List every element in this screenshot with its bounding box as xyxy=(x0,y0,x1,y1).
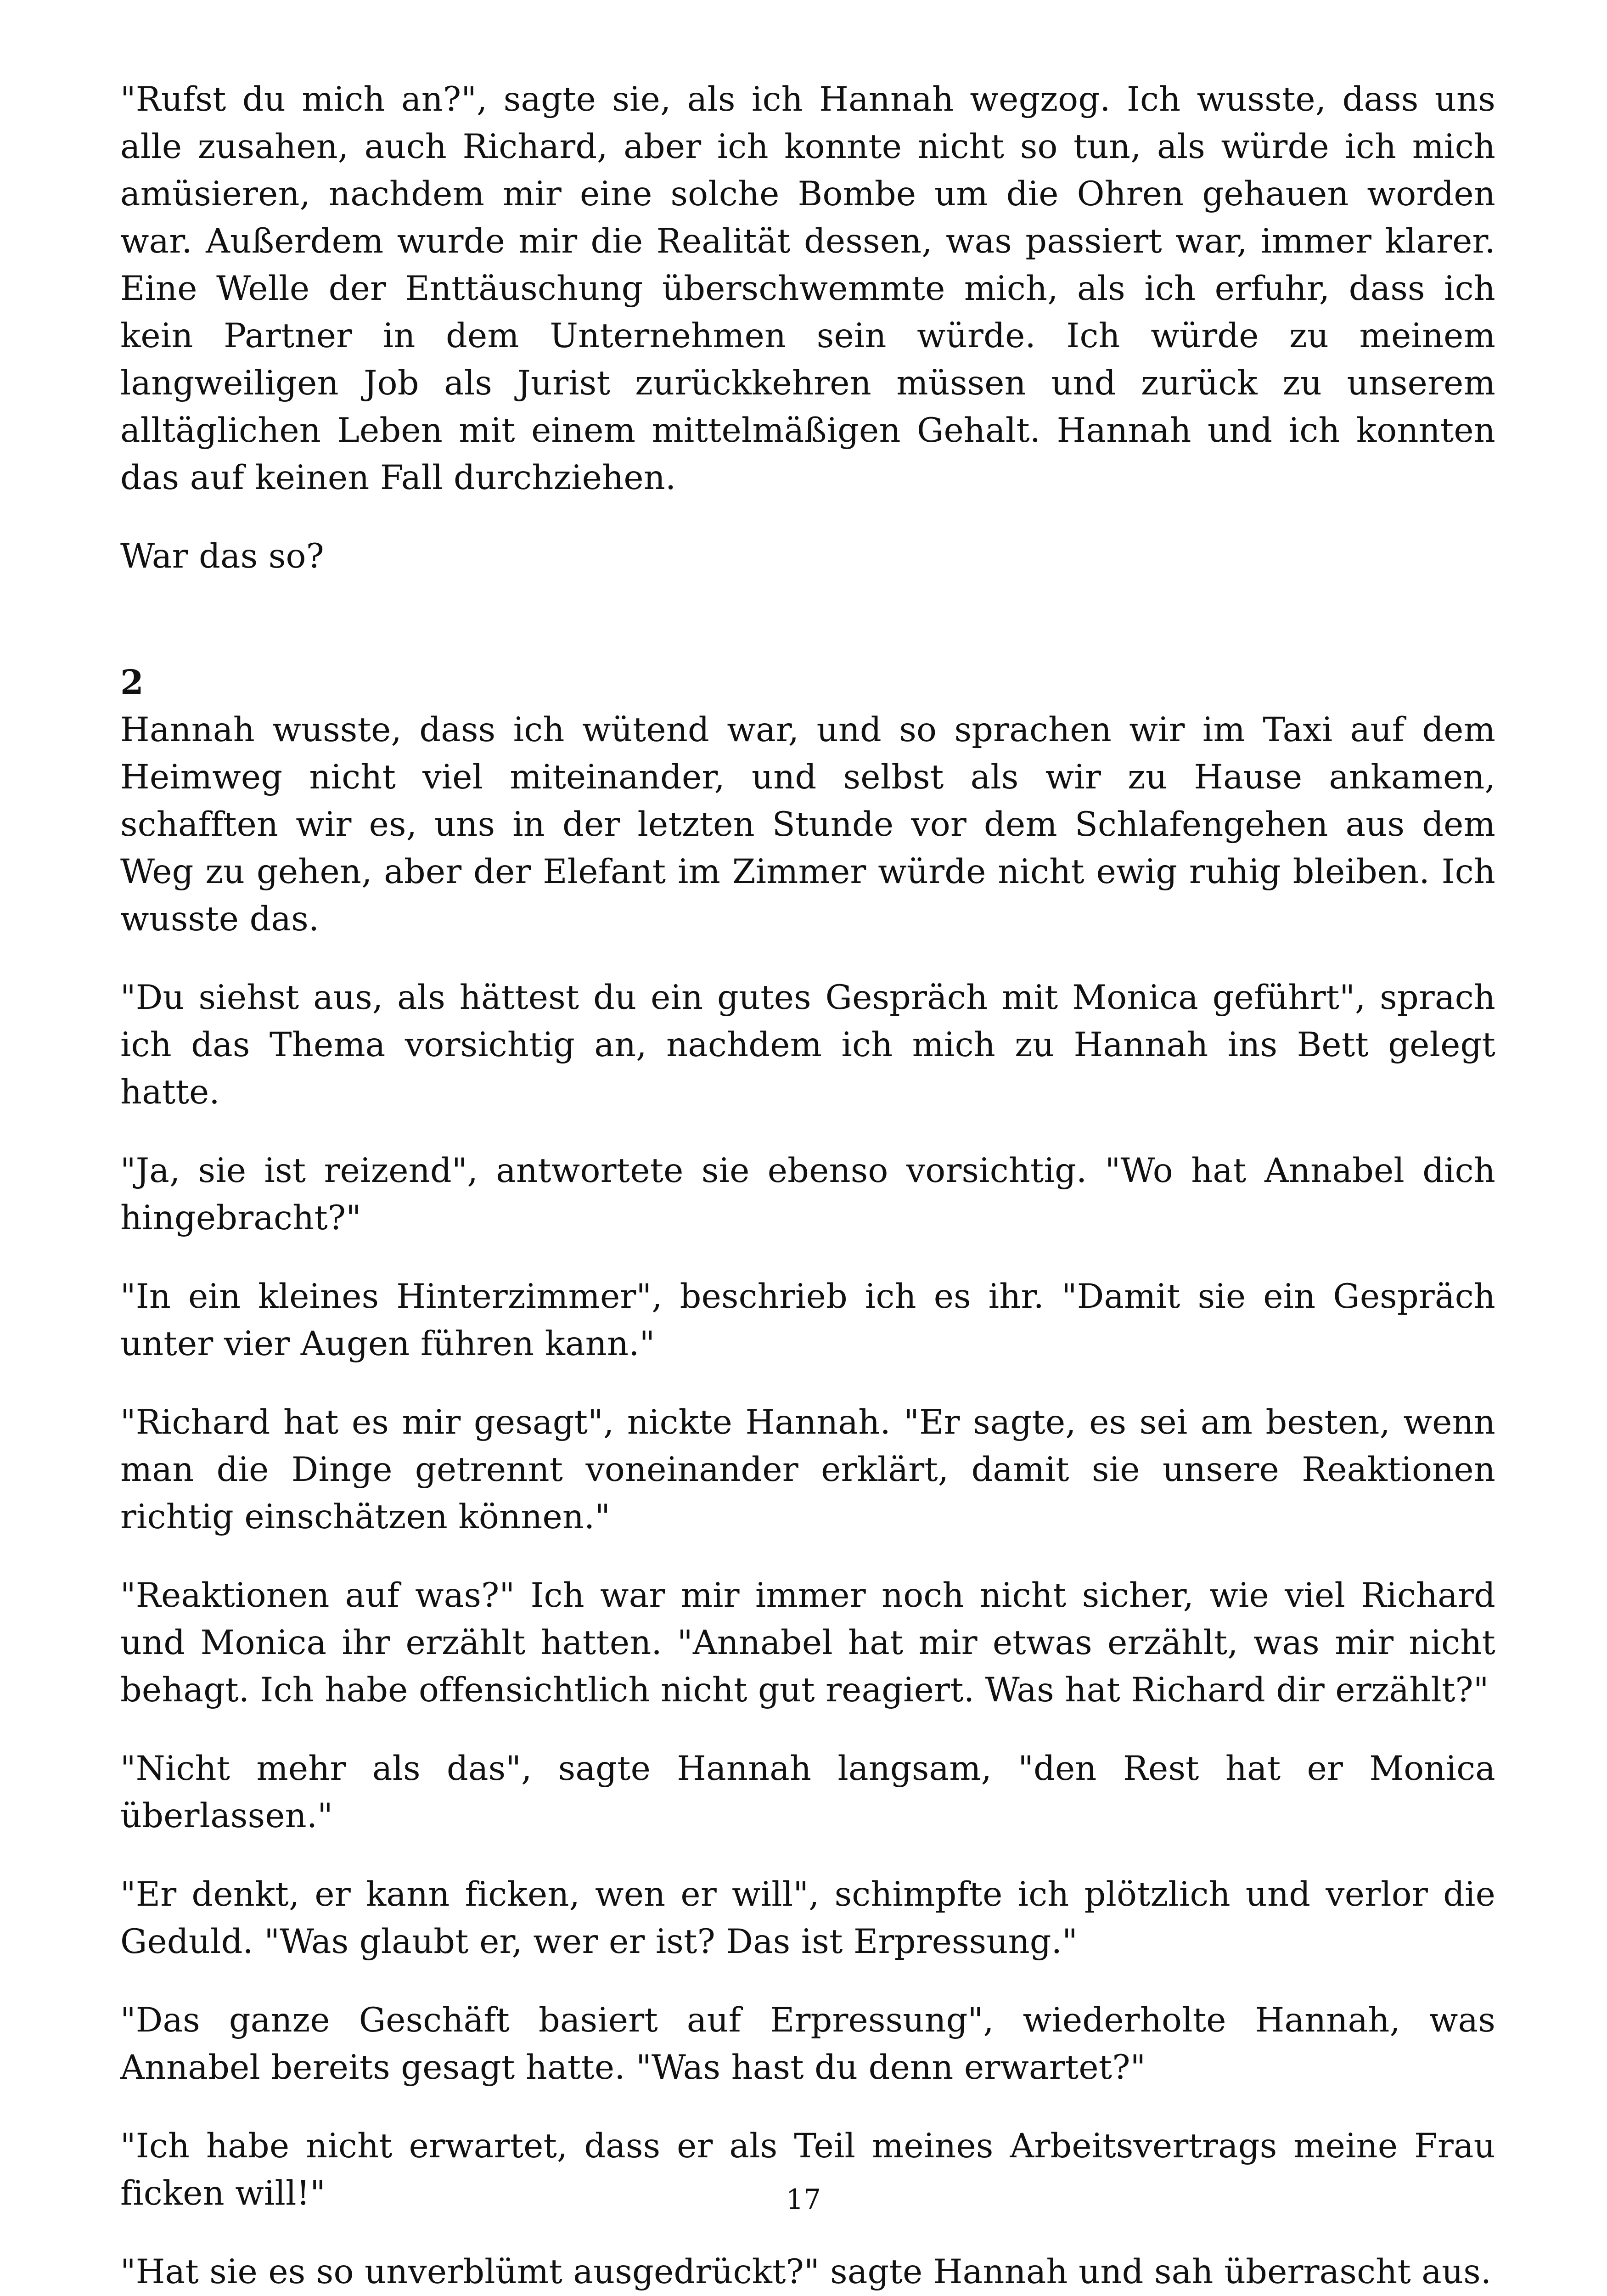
paragraph: "Du siehst aus, als hättest du ein gutes Gespräch mit Monica geführt", sprach ich das Thema vorsichtig an, nachdem ich mich zu Hannah ins Bett gelegt hatte. xyxy=(120,978,1495,1112)
paragraph: "Reaktionen auf was?" Ich war mir immer noch nicht sicher, wie viel Richard und Monica ihr erzählt hatten. "Annabel hat mir etwas erzählt, was mir nicht behagt. Ich habe offensichtlich nicht gut reagiert. Was hat Richard dir erzählt?" xyxy=(120,1576,1495,1710)
page-number: 17 xyxy=(786,2183,821,2216)
paragraph: "Ja, sie ist reizend", antwortete sie ebenso vorsichtig. "Wo hat Annabel dich hingebracht?" xyxy=(120,1151,1495,1238)
paragraph: "In ein kleines Hinterzimmer", beschrieb ich es ihr. "Damit sie ein Gespräch unter vier Augen führen kann." xyxy=(120,1277,1495,1363)
paragraph: "Richard hat es mir gesagt", nickte Hannah. "Er sagte, es sei am besten, wenn man die Dinge getrennt voneinander erklärt, damit sie unsere Reaktionen richtig einschätzen können." xyxy=(120,1403,1495,1536)
section-two xyxy=(120,706,1495,2296)
paragraph: Hannah wusste, dass ich wütend war, und so sprachen wir im Taxi auf dem Heimweg nicht viel miteinander, und selbst als wir zu Hause ankamen, schafften wir es, uns in der letzten Stunde vor dem Schlafengehen aus dem Weg zu gehen, aber der Elefant im Zimmer würde nicht ewig ruhig bleiben. Ich wusste das. xyxy=(120,710,1495,939)
paragraph: "Nicht mehr als das", sagte Hannah langsam, "den Rest hat er Monica überlassen." xyxy=(120,1749,1495,1835)
section-one xyxy=(120,76,1495,611)
chapter-number: 2 xyxy=(120,663,144,702)
paragraph: "Er denkt, er kann ficken, wen er will", schimpfte ich plötzlich und verlor die Geduld. "Was glaubt er, wer er ist? Das ist Erpressung." xyxy=(120,1875,1495,1961)
paragraph: War das so? xyxy=(120,537,324,576)
paragraph: "Ich habe nicht erwartet, dass er als Teil meines Arbeitsvertrags meine Frau ficken will!" xyxy=(120,2127,1495,2213)
paragraph: "Das ganze Geschäft basiert auf Erpressung", wiederholte Hannah, was Annabel bereits gesagt hatte. "Was hast du denn erwartet?" xyxy=(120,2001,1495,2087)
paragraph: "Hat sie es so unverblümt ausgedrückt?" sagte Hannah und sah überrascht aus. xyxy=(120,2252,1492,2291)
paragraph: "Rufst du mich an?", sagte sie, als ich Hannah wegzog. Ich wusste, dass uns alle zusahen, auch Richard, aber ich konnte nicht so tun, als würde ich mich amüsieren, nachdem mir eine solche Bombe um die Ohren gehauen worden war. Außerdem wurde mir die Realität dessen, was passiert war, immer klarer. Eine Welle der Enttäuschung überschwemmte mich, als ich erfuhr, dass ich kein Partner in dem Unternehmen sein würde. Ich würde zu meinem langweiligen Job als Jurist zurückkehren müssen und zurück zu unserem alltäglichen Leben mit einem mittelmäßigen Gehalt. Hannah und ich konnten das auf keinen Fall durchziehen. xyxy=(120,80,1495,497)
